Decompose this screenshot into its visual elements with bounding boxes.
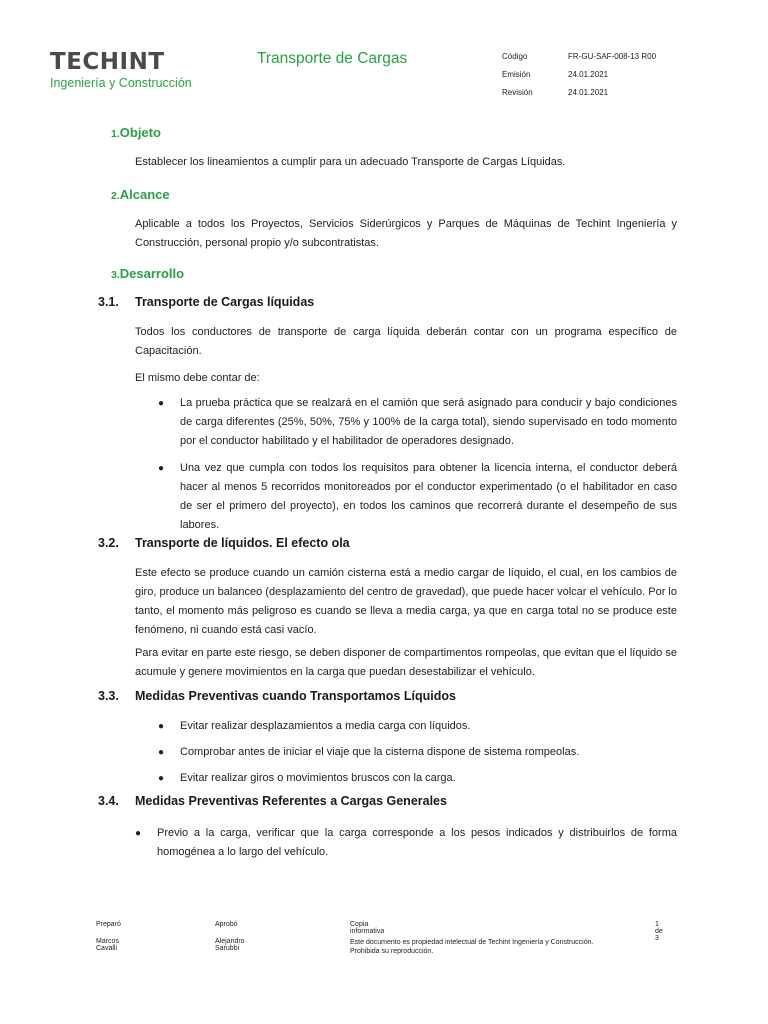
subsection-title: Transporte de líquidos. El efecto ola [135,536,350,550]
list-item-text: Una vez que cumpla con todos los requisitos para obtener la licencia interna, el conductor deberá hacer al menos 5 recorridos monitoreados por el conductor experimentado (o el habilitador en caso de ser el primero del proyecto), en todos los caminos que recorrerá durante el desempeño de sus labores. [180,462,677,531]
bullet-icon: ● [158,721,165,732]
sub31-paragraph-1: Todos los conductores de transporte de carga líquida deberán contar con un programa específico de Capacitación. [135,326,677,357]
list-item [158,717,677,736]
techint-logo [50,51,192,91]
section-heading-alcance [111,187,170,202]
list-item [158,769,677,788]
meta-label: Código [502,52,528,61]
list-item-text: Previo a la carga, verificar que la carga corresponde a los pesos indicados y distribuirlos de forma homogénea a lo largo del vehículo. [157,827,677,858]
section-heading-objeto [111,125,161,140]
meta-row-code [502,52,656,70]
sub31-bullet-list [158,394,677,535]
subsection-heading-3-2 [98,536,350,550]
section-number: 3. [111,269,120,281]
bullet-icon: ● [135,828,142,839]
bullet-icon: ● [158,463,165,474]
subsection-heading-3-4 [98,794,447,808]
bullet-icon: ● [158,773,165,784]
list-item-text: Comprobar antes de iniciar el viaje que la cisterna dispone de sistema rompeolas. [180,746,580,758]
meta-label: Revisión [502,88,533,97]
footer-copy-note: Este documento es propiedad intelectual de Techint Ingeniería y Construcción. Prohibida su reproducción. [350,939,594,955]
meta-row-issue [502,70,656,88]
section-title: Alcance [119,187,170,202]
list-item [135,824,677,862]
sub32-paragraph-2: Para evitar en parte este riesgo, se deben disponer de compartimentos rompeolas, que evitan que el líquido se acumule y genere movimientos en la carga que puedan desestabilizar el vehículo. [135,647,677,678]
logo-wordmark: TECHINT [50,49,165,75]
subsection-title: Transporte de Cargas líquidas [135,295,315,309]
section-heading-desarrollo [111,266,184,281]
sub31-paragraph-2: El mismo debe contar de: [135,372,260,384]
list-item [158,394,677,451]
subsection-heading-3-3 [98,689,456,703]
subsection-number: 3.3. [98,689,119,703]
alcance-text: Aplicable a todos los Proyectos, Servicios Siderúrgicos y Parques de Máquinas de Techint Ingeniería y Construcción, personal propio y/o subcontratistas. [135,218,677,249]
footer-approved-label: Aprobó [215,921,238,928]
section-title: Desarrollo [119,266,185,281]
subsection-number: 3.2. [98,536,119,550]
footer-prepared-label: Preparó [96,921,121,928]
logo-tagline: Ingeniería y Construcción [50,76,192,90]
list-item-text: La prueba práctica que se realzará en el camión que será asignado para conducir y bajo condiciones de carga diferentes (25%, 50%, 75% y 100% de la carga total), siendo supervisado en todo momento por el conductor habilitado y el habilitador de operadores designado. [180,397,677,447]
sub34-bullet-list [135,824,677,862]
meta-value: FR-GU-SAF-008-13 R00 [568,52,657,61]
subsection-number: 3.1. [98,295,119,309]
subsection-title: Medidas Preventivas cuando Transportamos Líquidos [135,689,456,703]
meta-value: 24.01.2021 [568,70,609,79]
bullet-icon: ● [158,398,165,409]
document-title: Transporte de Cargas [257,50,408,67]
bullet-icon: ● [158,747,165,758]
footer-prepared-name: Marcos Cavalli [96,938,119,952]
list-item-text: Evitar realizar giros o movimientos bruscos con la carga. [180,772,456,784]
list-item [158,459,677,535]
meta-value: 24.01.2021 [568,88,609,97]
list-item-text: Evitar realizar desplazamientos a media carga con líquidos. [180,720,471,732]
section-number: 2. [111,190,120,202]
sub33-bullet-list [158,717,677,788]
footer-approved-name: Alejandro Sarubbi [215,938,245,952]
objeto-text: Establecer los lineamientos a cumplir para un adecuado Transporte de Cargas Líquidas. [135,156,566,168]
subsection-number: 3.4. [98,794,119,808]
list-item [158,743,677,762]
document-metadata [502,52,656,106]
meta-row-revision [502,88,656,106]
section-number: 1. [111,128,120,140]
footer-page-number: 1 de 3 [655,921,663,942]
sub32-paragraph-1: Este efecto se produce cuando un camión cisterna está a medio cargar de líquido, el cual, en los cambios de giro, produce un balanceo (desplazamiento del centro de gravedad), que puede hacer volcar el vehículo. Por lo tanto, el momento más peligroso es cuando se lleva a media carga, ya que en carga total no se produce este fenómeno, ni cuando está casi vacío. [135,567,677,636]
meta-label: Emisión [502,70,531,79]
footer-copy-label: Copia informativa [350,921,385,935]
subsection-title: Medidas Preventivas Referentes a Cargas Generales [135,794,447,808]
subsection-heading-3-1 [98,295,314,309]
section-title: Objeto [119,125,161,140]
